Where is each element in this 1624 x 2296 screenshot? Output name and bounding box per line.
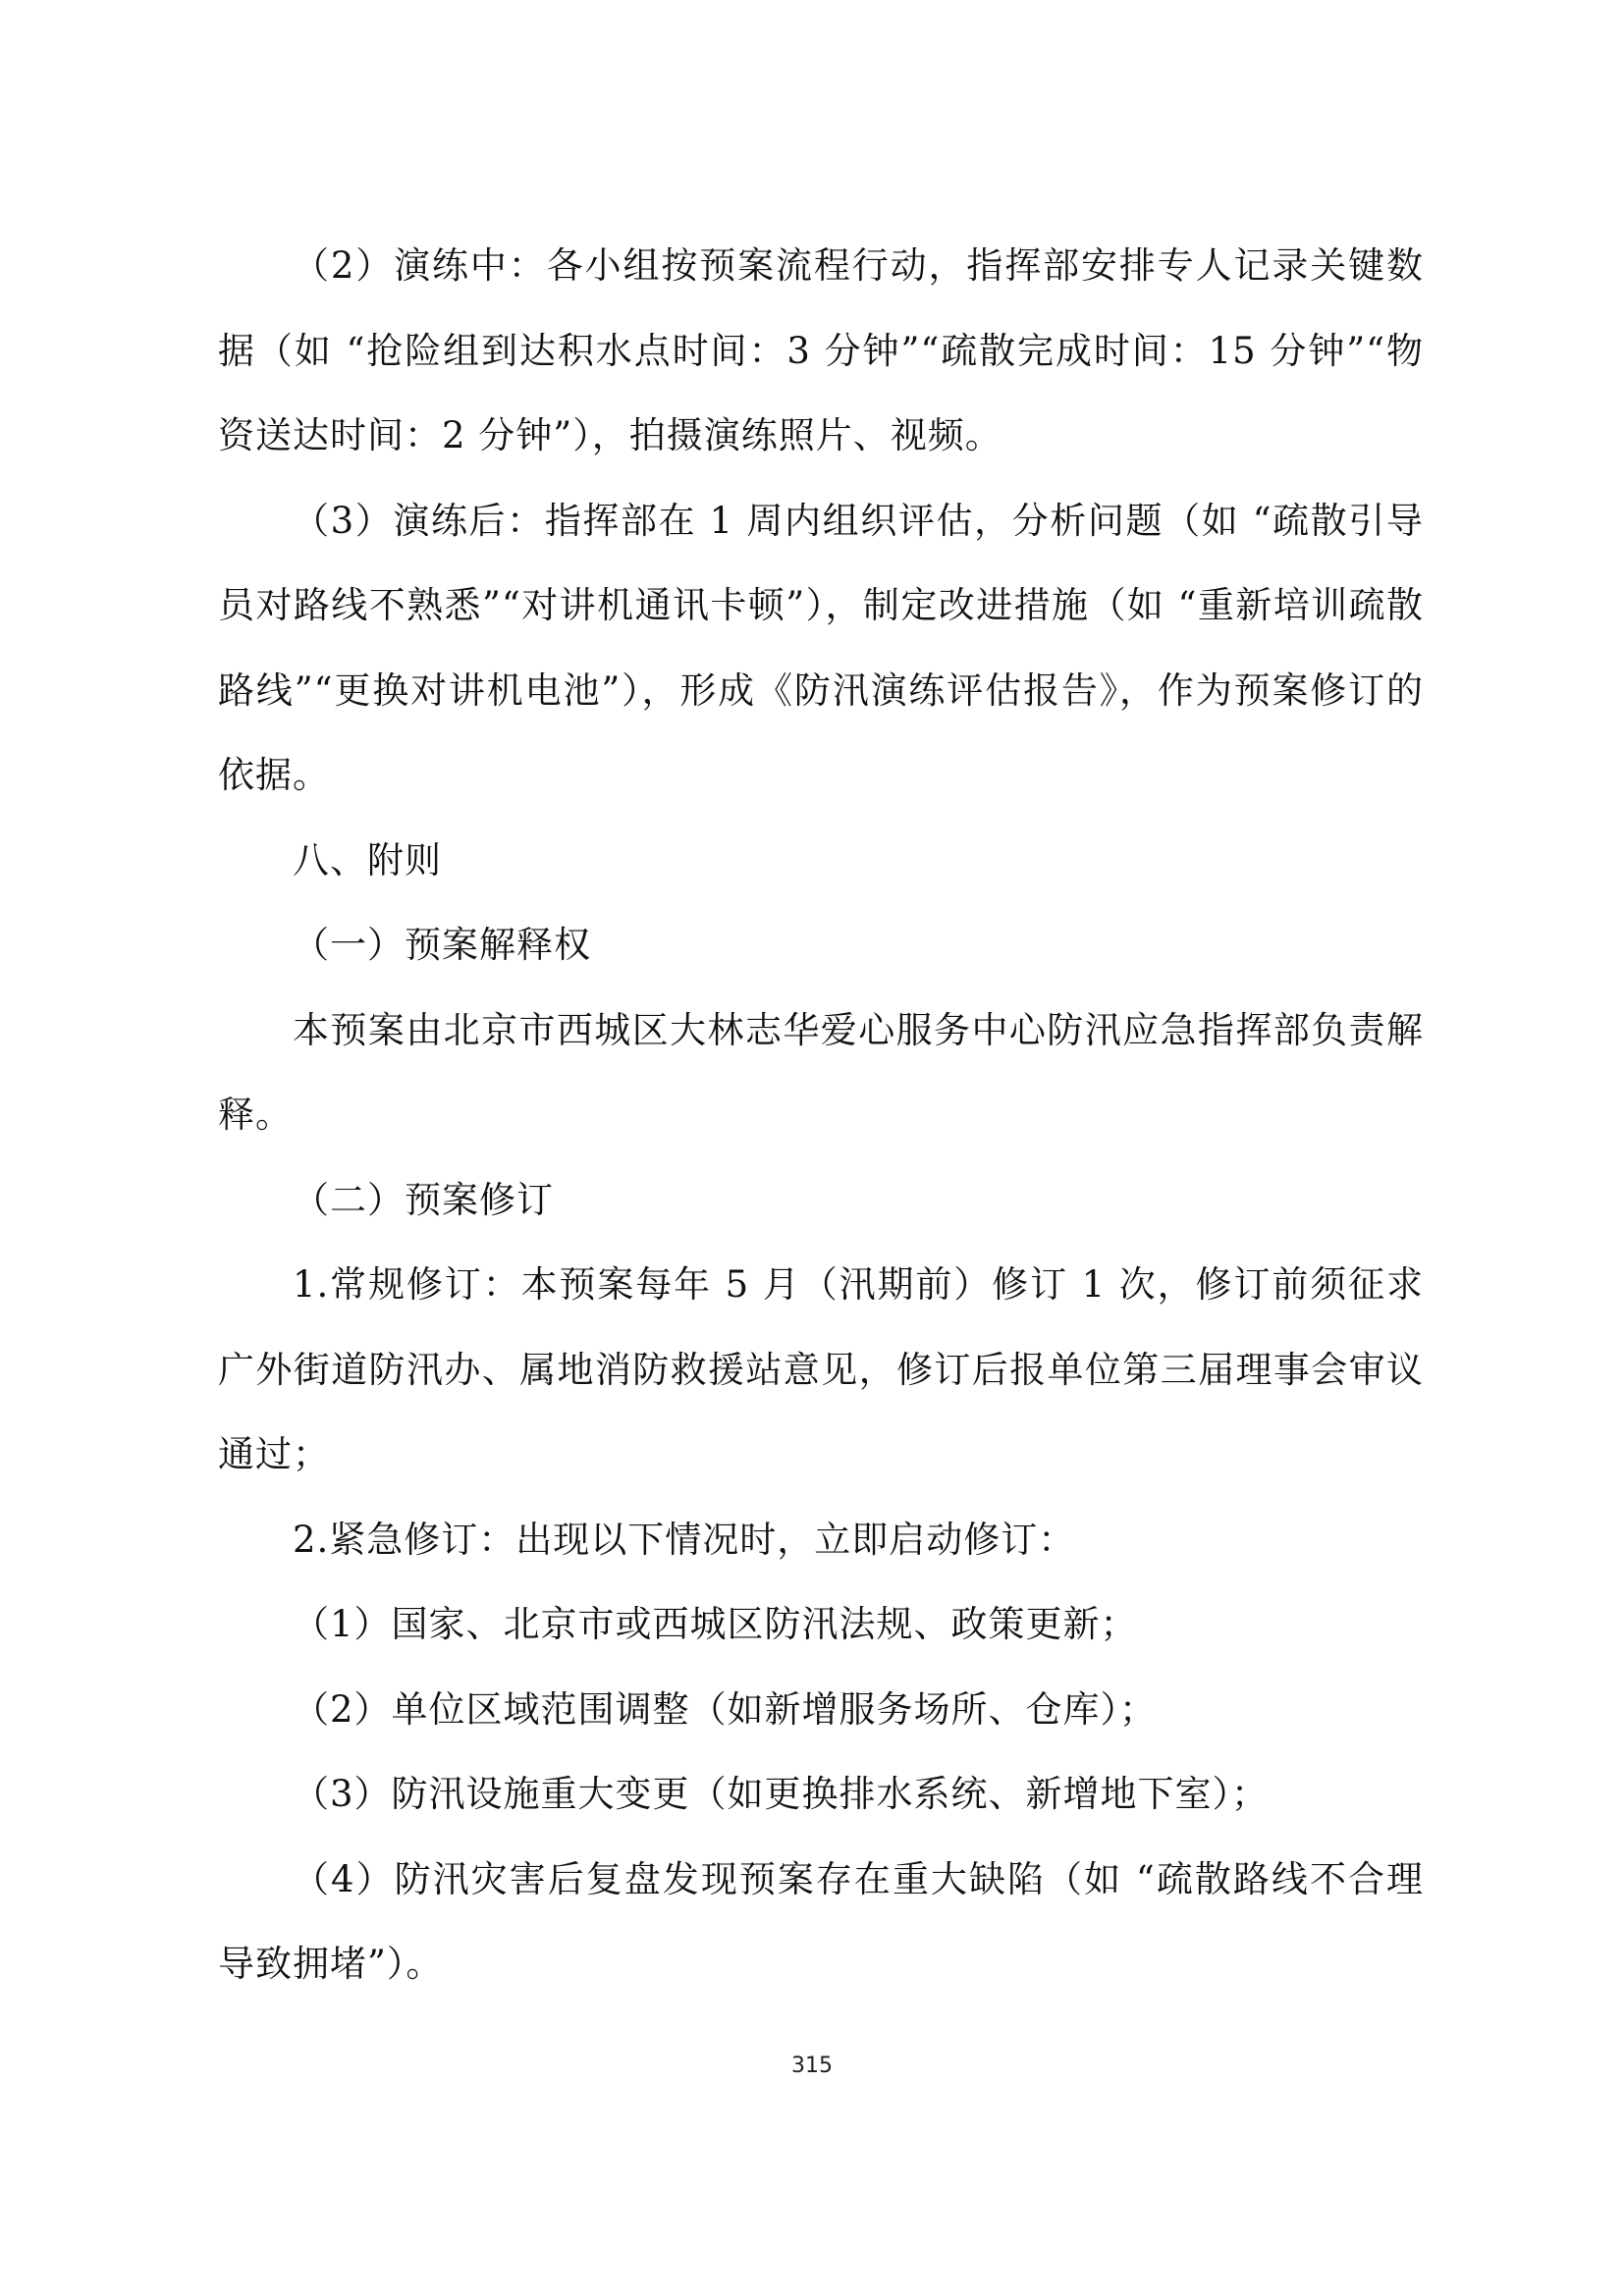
list-item-area-adjustment: （2）单位区域范围调整（如新增服务场所、仓库）； (293, 1687, 1158, 1731)
paragraph-emergency-revision: 2.紧急修订：出现以下情况时，立即启动修订： (293, 1518, 1076, 1561)
list-item-facility-change: （3）防汛设施重大变更（如更换排水系统、新增地下室）； (293, 1773, 1270, 1815)
subheading-interpretation: （一）预案解释权 (293, 924, 591, 966)
list-item-major-defect: （4）防汛灾害后复盘发现预案存在重大缺陷（如 “疏散路线不合理导致拥堵”）。 (218, 1857, 1424, 1985)
paragraph-drill-after: （3）演练后：指挥部在 1 周内组织评估，分析问题（如 “疏散引导员对路线不熟悉”“对讲机通讯卡顿”），制定改进措施（如 “重新培训疏散路线”“更换对讲机电池”），形成《防汛演练评估报告》，作为预案修订的依据。 (218, 499, 1424, 796)
list-item-regulation-update: （1）国家、北京市或西城区防汛法规、政策更新； (293, 1603, 1138, 1645)
page-number: 315 (791, 2054, 833, 2078)
paragraph-drill-during: （2）演练中：各小组按预案流程行动，指挥部安排专人记录关键数据（如 “抢险组到达积水点时间：3 分钟”“疏散完成时间：15 分钟”“物资送达时间：2 分钟”），拍摄演练照片、视频。 (218, 244, 1424, 456)
document-body (218, 224, 1424, 2007)
paragraph-regular-revision: 1.常规修订：本预案每年 5 月（汛期前）修订 1 次，修订前须征求广外街道防汛办、属地消防救援站意见，修订后报单位第三届理事会审议通过； (218, 1263, 1424, 1475)
section-heading-supplementary: 八、附则 (293, 838, 442, 881)
paragraph-interpretation: 本预案由北京市西城区大林志华爱心服务中心防汛应急指挥部负责解释。 (218, 1008, 1424, 1136)
subheading-revision: （二）预案修订 (293, 1178, 554, 1221)
